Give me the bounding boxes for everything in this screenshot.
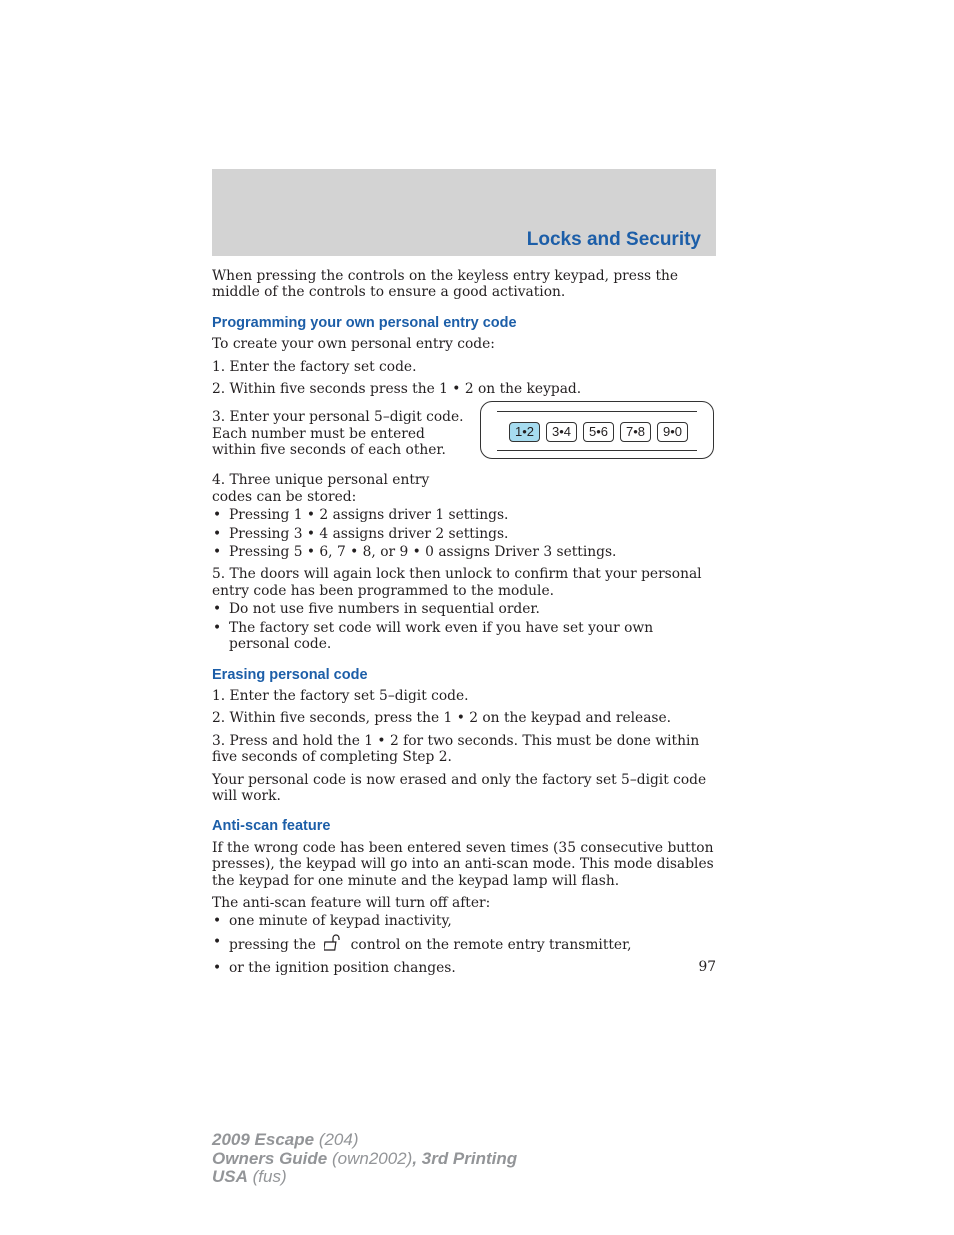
programming-step-3: 3. Enter your personal 5–digit code. Each number must be entered within five seconds of each other. — [212, 409, 464, 459]
list-item: • Pressing 5 • 6, 7 • 8, or 9 • 0 assigns Driver 3 settings. — [212, 544, 716, 560]
footer-printing: , 3rd Printing — [412, 1148, 518, 1168]
footer-guide-code: (own2002) — [327, 1148, 413, 1168]
footer-model: 2009 Escape — [212, 1130, 315, 1149]
footer-line-2 — [212, 1150, 517, 1169]
antiscan-heading: Anti-scan feature — [212, 818, 331, 835]
programming-heading: Programming your own personal entry code — [212, 314, 517, 331]
keypad-key-5-6: 5•6 — [583, 422, 614, 442]
list-item: • one minute of keypad inactivity, — [212, 913, 716, 929]
keypad-key-7-8: 7•8 — [620, 422, 651, 442]
erasing-step-3: 3. Press and hold the 1 • 2 for two seconds. This must be done within five seconds of completing Step 2. — [212, 732, 700, 766]
keypad-keys — [509, 422, 688, 442]
keypad-key-3-4: 3•4 — [546, 422, 577, 442]
programming-step-2: 2. Within five seconds press the 1 • 2 on the keypad. — [212, 381, 582, 398]
erasing-heading: Erasing personal code — [212, 666, 368, 683]
bullet-text-post: control on the remote entry transmitter, — [350, 936, 632, 953]
list-item: • Pressing 1 • 2 assigns driver 1 settings. — [212, 507, 716, 523]
programming-step-5: 5. The doors will again lock then unlock to confirm that your personal entry code has been programmed to the module. — [212, 566, 702, 599]
antiscan-paragraph-1: If the wrong code has been entered seven times (35 consecutive button presses), the keypad will go into an anti-scan mode. This mode disables the keypad for one minute and the keypad lamp will flash. — [212, 839, 714, 889]
footer-print-info — [212, 1131, 517, 1187]
footer-line-3 — [212, 1168, 517, 1187]
intro-paragraph: When pressing the controls on the keyless entry keypad, press the middle of the controls to ensure a good activation. — [212, 268, 679, 301]
erasing-step-2: 2. Within five seconds, press the 1 • 2 on the keypad and release. — [212, 710, 672, 727]
footer-guide: Owners Guide — [212, 1148, 328, 1168]
keypad-bottom-line — [497, 450, 697, 451]
list-item — [212, 934, 716, 956]
page-content — [212, 268, 716, 979]
page-number: 97 — [698, 959, 716, 975]
keypad-illustration — [480, 401, 714, 459]
section-title: Locks and Security — [526, 229, 701, 250]
erasing-step-1: 1. Enter the factory set 5–digit code. — [212, 687, 469, 704]
step-3-with-keypad — [212, 409, 716, 466]
footer-model-code: (204) — [314, 1130, 359, 1149]
bullet-text-pre: pressing the — [229, 936, 316, 953]
footer-market-code: (fus) — [247, 1167, 287, 1186]
list-item: • Do not use five numbers in sequential order. — [212, 601, 716, 617]
list-item: • or the ignition position changes. — [212, 960, 716, 976]
footer-market: USA — [212, 1167, 248, 1186]
section-header-band — [212, 169, 716, 256]
programming-step-4: 4. Three unique personal entry codes can be stored: — [212, 472, 430, 505]
keypad-key-1-2: 1•2 — [509, 422, 540, 442]
list-item: • Pressing 3 • 4 assigns driver 2 settings. — [212, 526, 716, 542]
keypad-key-9-0: 9•0 — [657, 422, 688, 442]
erasing-result: Your personal code is now erased and only the factory set 5–digit code will work. — [212, 771, 707, 804]
antiscan-paragraph-2: The anti-scan feature will turn off after: — [212, 894, 491, 911]
unlock-icon — [324, 934, 342, 956]
footer-line-1 — [212, 1131, 517, 1150]
keypad-top-line — [497, 411, 697, 412]
programming-lead: To create your own personal entry code: — [212, 336, 495, 353]
programming-step-1: 1. Enter the factory set code. — [212, 358, 417, 375]
list-item: • The factory set code will work even if you have set your own personal code. — [212, 620, 716, 653]
